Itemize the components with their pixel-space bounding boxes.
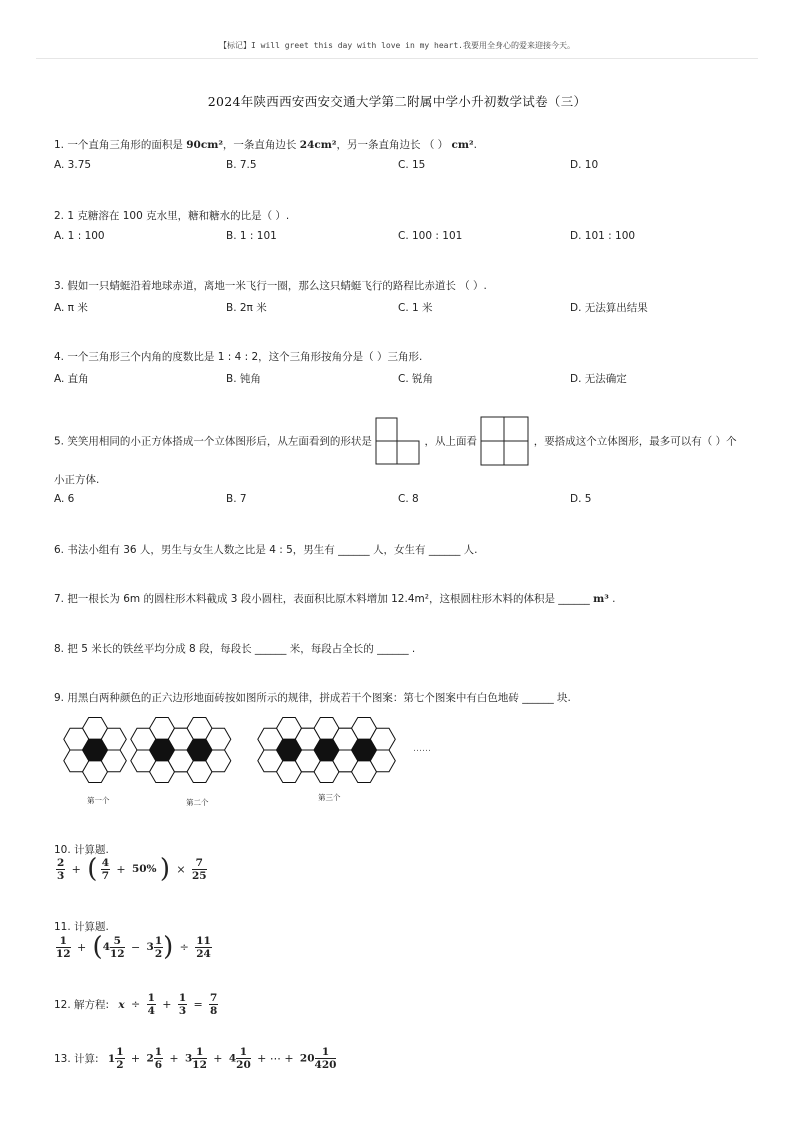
- question-11-label: 11. 计算题.: [54, 921, 109, 933]
- q1-option-c: C. 15: [398, 159, 426, 171]
- caption-third: 第三个: [318, 793, 341, 802]
- close-paren: ): [159, 854, 171, 884]
- q4-option-a: A. 直角: [54, 373, 89, 385]
- fraction: $\frac{5}{12}$: [110, 934, 125, 960]
- q1-text: ，一条直角边长: [222, 139, 300, 151]
- question-13: [54, 1046, 336, 1071]
- question-3: 3. 假如一只蜻蜓沿着地球赤道，离地一米飞行一圈，那么这只蜻蜓飞行的路程比赤道长 （ ）.: [54, 280, 487, 292]
- q5-option-a: A. 6: [54, 493, 75, 505]
- plus-sign: +: [162, 998, 172, 1011]
- q3-option-c: C. 1 米: [398, 302, 433, 314]
- q1-option-a: A. 3.75: [54, 159, 92, 171]
- q2-option-b: B. 1 : 101: [226, 230, 277, 242]
- question-9: 9. 用黑白两种颜色的正六边形地面砖按如图所示的规律，拼成若干个图案：第七个图案中有白色地砖 ______ 块.: [54, 692, 571, 704]
- divide-sign: ÷: [179, 940, 189, 954]
- q1-option-b: B. 7.5: [226, 159, 257, 171]
- q11-expression: [56, 934, 212, 960]
- q1-text: ，另一条直角边长 （ ）: [336, 139, 452, 151]
- fraction: $\frac{1}{12}$: [56, 934, 71, 960]
- plus-sign: +: [169, 1052, 179, 1065]
- fraction: $\frac{4}{7}$: [101, 856, 110, 882]
- fraction: $\frac{1}{2}$: [116, 1046, 124, 1071]
- fraction: $\frac{1}{4}$: [147, 992, 155, 1017]
- q2-option-d: D. 101 : 100: [570, 230, 636, 242]
- q1-text: .: [473, 139, 477, 151]
- mixed-integer: 3: [146, 941, 154, 953]
- q13-label: 13. 计算:: [54, 1053, 99, 1065]
- plus-sign: +: [71, 862, 81, 876]
- minus-sign: −: [130, 940, 141, 954]
- q7-text: 7. 把一根长为 6m 的圆柱形木料截成 3 段小圆柱，表面积比原木料增加 12.4m²，这根圆柱形木料的体积是 ______: [54, 593, 594, 605]
- mixed-integer: 4: [228, 1052, 237, 1065]
- question-8: 8. 把 5 米长的铁丝平均分成 8 段，每段长 ______ 米，每段占全长的 ______ .: [54, 643, 416, 655]
- fraction: $\frac{1}{6}$: [154, 1046, 163, 1071]
- caption-second: 第二个: [186, 798, 209, 807]
- caption-first: 第一个: [87, 796, 110, 805]
- question-6: 6. 书法小组有 36 人，男生与女生人数之比是 4 : 5，男生有 ______ 人，女生有 ______ 人.: [54, 544, 478, 556]
- question-12: [54, 992, 218, 1017]
- q3-option-b: B. 2π 米: [226, 302, 267, 314]
- q4-option-c: C. 锐角: [398, 373, 434, 385]
- q1-leg-value: 24cm²: [299, 139, 337, 151]
- q3-option-d: D. 无法算出结果: [570, 302, 648, 314]
- question-5: [54, 416, 737, 466]
- q1-unit: cm²: [451, 139, 474, 151]
- q2-option-c: C. 100 : 101: [398, 230, 463, 242]
- q5-option-c: C. 8: [398, 493, 419, 505]
- q10-expression: [56, 856, 207, 882]
- top-view-figure: [480, 416, 530, 466]
- fraction: $\frac{1}{3}$: [178, 992, 187, 1017]
- divide-sign: ÷: [131, 998, 141, 1011]
- q7-text: .: [608, 593, 616, 605]
- q12-label: 12. 解方程:: [54, 999, 110, 1011]
- open-paren: (: [87, 854, 98, 884]
- fraction: $\frac{1}{2}$: [154, 934, 163, 960]
- q7-unit: m³: [593, 593, 609, 605]
- mixed-integer: 1: [107, 1052, 116, 1065]
- mixed-integer: 2: [146, 1052, 154, 1065]
- plus-sign: +: [116, 862, 126, 876]
- hexagon-pattern-figure: [56, 712, 446, 812]
- mixed-integer: 20: [299, 1052, 315, 1065]
- q4-option-b: B. 钝角: [226, 373, 261, 385]
- q2-option-a: A. 1 : 100: [54, 230, 105, 242]
- q3-option-a: A. π 米: [54, 302, 88, 314]
- q5-text: 5. 笑笑用相同的小正方体搭成一个立体图形后，从左面看到的形状是: [54, 435, 372, 448]
- question-2: 2. 1 克糖溶在 100 克水里，糖和糖水的比是（ ）.: [54, 210, 290, 222]
- q1-text: 1. 一个直角三角形的面积是: [54, 139, 187, 151]
- ellipsis-sum: + ⋯ +: [257, 1052, 294, 1065]
- plus-sign: +: [213, 1052, 223, 1065]
- fraction: $\frac{11}{24}$: [196, 934, 211, 960]
- plus-sign: +: [76, 940, 87, 954]
- fraction: $\frac{2}{3}$: [57, 856, 65, 882]
- q5-text: ，从上面看: [424, 435, 478, 448]
- equals-sign: =: [193, 998, 203, 1011]
- fraction: $\frac{1}{20}$: [236, 1046, 251, 1071]
- mixed-integer: 4: [102, 941, 110, 953]
- header-note: 【标记】I will greet this day with love in my heart.我要用全身心的爱来迎接今天。: [219, 41, 575, 50]
- mixed-integer: 3: [184, 1052, 193, 1065]
- page-title: 2024年陕西西安西安交通大学第二附属中学小升初数学试卷（三）: [207, 94, 587, 109]
- q5-option-b: B. 7: [226, 493, 247, 505]
- q4-option-d: D. 无法确定: [570, 373, 627, 385]
- q5-option-d: D. 5: [570, 493, 592, 505]
- variable-x: x: [118, 998, 125, 1011]
- q5-text: ，要搭成这个立体图形，最多可以有（ ）个: [533, 435, 737, 448]
- q1-option-d: D. 10: [570, 159, 599, 171]
- open-paren: (: [92, 932, 103, 962]
- fraction: $\frac{1}{420}$: [314, 1046, 337, 1071]
- question-4: 4. 一个三角形三个内角的度数比是 1 : 4 : 2，这个三角形按角分是（ ）三角形.: [54, 351, 423, 363]
- times-sign: ×: [176, 862, 186, 876]
- fraction: $\frac{7}{8}$: [210, 992, 218, 1017]
- question-10-label: 10. 计算题.: [54, 844, 109, 856]
- fraction: $\frac{1}{12}$: [192, 1046, 207, 1071]
- question-7: [54, 591, 616, 606]
- percent-value: 50%: [131, 863, 157, 875]
- header-divider: [36, 58, 758, 59]
- plus-sign: +: [130, 1052, 141, 1065]
- fraction: $\frac{7}{25}$: [191, 856, 207, 882]
- question-1: [54, 137, 477, 152]
- close-paren: ): [163, 932, 174, 962]
- pattern-ellipsis: ……: [413, 744, 431, 754]
- q1-area-value: 90cm²: [186, 139, 223, 151]
- q5-text-continued: 小正方体.: [54, 474, 100, 486]
- left-view-figure: [375, 417, 421, 465]
